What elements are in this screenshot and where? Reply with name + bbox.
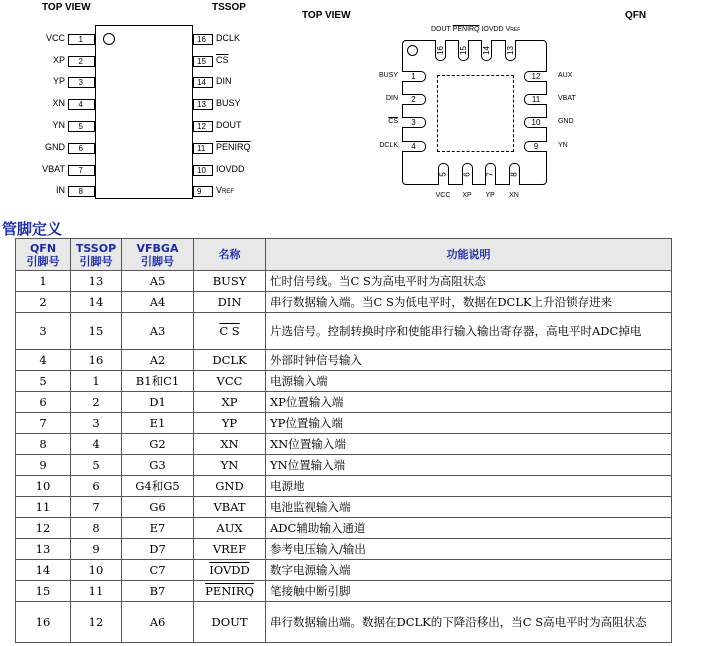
cell-qfn: 9 [16,455,71,476]
pin-name-left: DCLK [379,142,398,149]
pin-number-pad [458,40,469,61]
cell-desc: 电源地 [266,476,672,497]
cell-qfn: 11 [16,497,71,518]
table-row [16,497,672,518]
pin-name-right: YN [558,142,568,149]
pin-name-top: V [505,26,511,33]
cell-tssop: 10 [71,560,122,581]
cell-vfbga: A2 [122,350,194,371]
tssop-top-view-label: TOP VIEW [42,2,91,13]
table-header-cell: 功能说明 [266,239,672,271]
cell-tssop: 13 [71,271,122,292]
pin-name-right [216,98,241,108]
pin-number-box: 11 [193,143,213,154]
cell-vfbga: G3 [122,455,194,476]
pin-name-text: V [216,185,223,195]
table-row [16,560,672,581]
table-row [16,392,672,413]
cell-qfn: 10 [16,476,71,497]
pin-number: 13 [506,46,515,55]
cell-qfn: 16 [16,602,71,643]
cell-qfn: 4 [16,350,71,371]
cell-qfn: 3 [16,313,71,350]
pin-number-box: 5 [68,121,95,132]
cell-vfbga: D1 [122,392,194,413]
cell-tssop: 6 [71,476,122,497]
table-row [16,350,672,371]
pin-number-pad: 11 [524,94,547,105]
pin-number-box: 13 [193,99,213,110]
cell-vfbga: A4 [122,292,194,313]
table-header-row [16,239,672,271]
section-title: 管脚定义 [2,220,63,238]
cell-qfn: 6 [16,392,71,413]
pin-name-top: DOUT [431,26,451,33]
cell-name: C S [194,313,266,350]
table-row [16,581,672,602]
cell-tssop: 16 [71,350,122,371]
pin-number-pad: 9 [524,141,547,152]
pin-number-box: 1 [68,34,95,45]
pin-name-bottom: VCC [435,192,451,199]
cell-vfbga: G2 [122,434,194,455]
pin-number-box: 15 [193,56,213,67]
pin1-marker [407,45,418,56]
pin-number-box: 4 [68,99,95,110]
cell-tssop: 15 [71,313,122,350]
cell-qfn: 5 [16,371,71,392]
pin-number: 6 [462,172,472,177]
pin-number: 7 [485,172,495,177]
cell-tssop: 5 [71,455,122,476]
table-row [16,602,672,643]
cell-desc: XP位置输入端 [266,392,672,413]
pin-name-bottom: YP [485,192,495,199]
pin-name-text: DOUT [216,120,242,130]
cell-name: DCLK [194,350,266,371]
cell-desc: XN位置输入端 [266,434,672,455]
pin-number-pad: 12 [524,71,547,82]
table-row [16,455,672,476]
tssop-body [95,25,193,199]
pin-name-subscript: REF [510,27,521,33]
table-row [16,476,672,497]
cell-qfn: 14 [16,560,71,581]
pin-name-left: YN [52,120,65,130]
cell-tssop: 4 [71,434,122,455]
pin-definition-table [15,238,672,643]
pin-name-bottom: XN [509,192,519,199]
pin-number-pad [481,40,492,61]
pin-name-left: YP [52,76,65,86]
pin-number: 8 [509,172,519,177]
table-header-cell: QFN 引脚号 [16,239,71,271]
cell-qfn: 8 [16,434,71,455]
cell-tssop: 1 [71,371,122,392]
pin1-marker [103,33,115,45]
cell-desc: YP位置输入端 [266,413,672,434]
pin-name-left: VBAT [42,164,65,174]
cell-desc: 串行数据输入端。当C S为低电平时，数据在DCLK上升沿锁存进来 [266,292,672,313]
pin-name-text: IOVDD [216,164,245,174]
cell-name: PENIRQ [194,581,266,602]
pin-name-text: BUSY [216,98,241,108]
cell-desc: 笔接触中断引脚 [266,581,672,602]
qfn-top-view-label: TOP VIEW [302,10,351,21]
pin-number-pad [505,40,516,61]
cell-tssop: 2 [71,392,122,413]
table-header-cell: 名称 [194,239,266,271]
pin-name-left: DIN [385,95,398,102]
table-row [16,292,672,313]
cell-vfbga: C7 [122,560,194,581]
pin-name-left: GND [45,142,65,152]
cell-name: AUX [194,518,266,539]
pin-name-right [216,185,234,197]
cell-tssop: 8 [71,518,122,539]
pin-number-pad [485,163,496,185]
pin-name-right [216,33,240,43]
pin-name-bottom: XP [462,192,472,199]
pin-name-text: $\overline{CS}$ [216,55,229,65]
pin-number-box: 14 [193,77,213,88]
cell-name: XN [194,434,266,455]
pin-name-right [216,120,242,130]
cell-vfbga: A6 [122,602,194,643]
pin-name-text: DIN [216,76,232,86]
pin-name-top: IOVDD [481,26,504,33]
pin-name-right: AUX [558,72,573,79]
pin-number-box: 9 [193,186,213,197]
cell-name: BUSY [194,271,266,292]
pin-number-box: 3 [68,77,95,88]
cell-name: IOVDD [194,560,266,581]
cell-name: VCC [194,371,266,392]
cell-tssop: 14 [71,292,122,313]
pin-number-box: 7 [68,165,95,176]
pin-number-pad [438,163,449,185]
pin-name-subscript: REF [222,189,235,195]
table-row [16,371,672,392]
pin-name-left: XN [52,98,65,108]
cell-vfbga: A3 [122,313,194,350]
qfn-package-label: QFN [625,10,647,21]
table-header-cell: TSSOP 引脚号 [71,239,122,271]
pin-number-pad: 10 [524,117,547,128]
cell-name: VBAT [194,497,266,518]
table-row [16,271,672,292]
pin-number-box: 8 [68,186,95,197]
cell-tssop: 12 [71,602,122,643]
cell-desc: ADC辅助输入通道 [266,518,672,539]
pin-name-right [216,76,232,86]
pin-name-top: PENIRQ [452,26,480,33]
cell-qfn: 12 [16,518,71,539]
pin-name-right [216,55,229,65]
pin-name-right: VBAT [558,95,576,102]
cell-tssop: 9 [71,539,122,560]
pin-number: 14 [482,46,491,55]
cell-qfn: 1 [16,271,71,292]
cell-desc: 数字电源输入端 [266,560,672,581]
cell-desc: 参考电压输入/输出 [266,539,672,560]
table-row [16,434,672,455]
cell-desc: 电池监视输入端 [266,497,672,518]
cell-desc: 外部时钟信号输入 [266,350,672,371]
pin-number-box: 6 [68,143,95,154]
cell-vfbga: D7 [122,539,194,560]
exposed-pad [437,75,514,152]
table-row [16,539,672,560]
cell-name: DOUT [194,602,266,643]
cell-vfbga: E7 [122,518,194,539]
qfn-body [402,40,547,185]
cell-name: YP [194,413,266,434]
cell-qfn: 13 [16,539,71,560]
cell-name: VREF [194,539,266,560]
pin-number-pad [509,163,520,185]
cell-vfbga: G4和G5 [122,476,194,497]
pin-number-pad: 2 [402,94,426,105]
pin-name-text: PENIRQ [216,142,251,152]
pin-number-box: 12 [193,121,213,132]
tssop-package-label: TSSOP [212,2,246,13]
cell-name: XP [194,392,266,413]
cell-qfn: 7 [16,413,71,434]
pin-number-pad [462,163,473,185]
pin-number-pad [435,40,446,61]
cell-tssop: 3 [71,413,122,434]
pin-number-pad: 3 [402,117,426,128]
cell-name: DIN [194,292,266,313]
pin-number-pad: 1 [402,71,426,82]
cell-tssop: 7 [71,497,122,518]
cell-vfbga: G6 [122,497,194,518]
cell-tssop: 11 [71,581,122,602]
pin-number: 16 [436,46,445,55]
pin-name-left: VCC [45,33,65,43]
pin-number-pad: 4 [402,141,426,152]
cell-vfbga: E1 [122,413,194,434]
cell-qfn: 2 [16,292,71,313]
cell-desc: YN位置输入端 [266,455,672,476]
pin-number-box: 10 [193,165,213,176]
cell-desc: 电源输入端 [266,371,672,392]
pin-number-box: 2 [68,56,95,67]
pin-name-left: XP [52,55,65,65]
table-header-cell: VFBGA 引脚号 [122,239,194,271]
cell-name: YN [194,455,266,476]
cell-vfbga: B1和C1 [122,371,194,392]
pin-name-right [216,142,251,152]
table-row [16,413,672,434]
cell-name: GND [194,476,266,497]
cell-desc: 串行数据输出端。数据在DCLK的下降沿移出，当C S高电平时为高阻状态 [266,602,672,643]
pin-number: 15 [459,46,468,55]
pin-name-left: $\overline{CS}$ [388,118,398,125]
table-row [16,313,672,350]
pin-name-left: IN [56,185,65,195]
pin-name-text: DCLK [216,33,241,43]
pin-number-box: 16 [193,34,213,45]
cell-qfn: 15 [16,581,71,602]
pin-name-right [216,164,245,174]
cell-vfbga: B7 [122,581,194,602]
pin-number: 5 [438,172,448,177]
pin-name-right: GND [558,118,574,125]
cell-desc: 忙时信号线。当C S为高电平时为高阻状态 [266,271,672,292]
table-row [16,518,672,539]
qfn-top-names [431,25,520,35]
cell-vfbga: A5 [122,271,194,292]
pin-name-left: BUSY [378,72,398,79]
cell-desc: 片选信号。控制转换时序和使能串行输入输出寄存器，高电平时ADC掉电 [266,313,672,350]
